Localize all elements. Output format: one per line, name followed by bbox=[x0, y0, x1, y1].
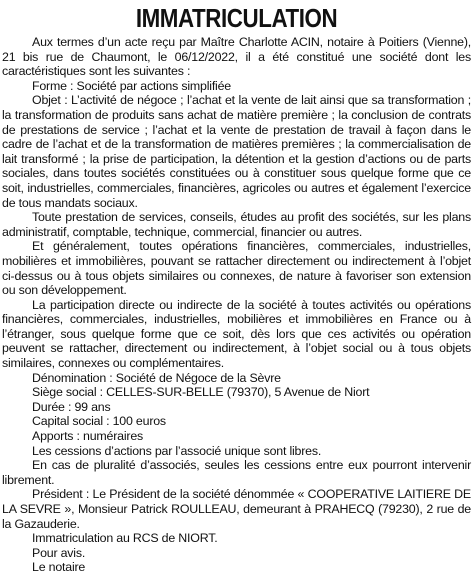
paragraph-duree: Durée : 99 ans bbox=[32, 399, 111, 414]
paragraph-operations: Et généralement, toutes opérations financières, commerciales, industrielles, mobilières et immobilières, pouvant se rattacher directement ou indirectement à l’objet ci-dessus ou à tous objets similaires ou connexes, de nature à favoriser son extension ou son développement. bbox=[2, 239, 471, 298]
paragraph-cessions: Les cessions d’actions par l’associé unique sont libres. bbox=[32, 443, 322, 458]
paragraph-denomination: Dénomination : Société de Négoce de la Sèvre bbox=[32, 370, 281, 385]
paragraph-capital: Capital social : 100 euros bbox=[32, 414, 166, 429]
paragraph-participation: La participation directe ou indirecte de la société à toutes activités ou opérations financières, commerciales, industrielles, mobilières et immobilières en France ou à l’étranger, sous quelque forme que ce soit, dès lors que ces activités ou opération peuvent se rattacher, directement ou indirectement, à l’objet social ou à tous objets similaires, connexes ou complémentaires. bbox=[2, 297, 471, 371]
paragraph-forme: Forme : Société par actions simplifiée bbox=[32, 78, 231, 93]
paragraph-apports: Apports : numéraires bbox=[32, 429, 144, 444]
paragraph-intro: Aux termes d’un acte reçu par Maître Charlotte ACIN, notaire à Poitiers (Vienne), 21 bis rue de Chaumont, le 06/12/2022, il a été constitué une société dont les caractéristiques sont les suivantes : bbox=[2, 35, 471, 79]
paragraph-signature: Le notaire bbox=[32, 560, 86, 575]
paragraph-pour-avis: Pour avis. bbox=[32, 545, 86, 560]
paragraph-pluralite: En cas de pluralité d’associés, seules les cessions entre eux pourront intervenir librement. bbox=[2, 458, 471, 487]
paragraph-siege: Siège social : CELLES-SUR-BELLE (79370), 5 Avenue de Niort bbox=[32, 385, 370, 400]
notice-body bbox=[2, 35, 471, 575]
paragraph-rcs: Immatriculation au RCS de NIORT. bbox=[32, 531, 218, 546]
paragraph-president: Président : Le Président de la société dénommée « COOPERATIVE LAITIERE DE LA SEVRE », Monsieur Patrick ROULLEAU, demeurant à PRAHECQ (79230), 2 rue de la Gazauderie. bbox=[2, 487, 471, 531]
notice-title: IMMATRICULATION bbox=[135, 3, 338, 33]
paragraph-prestation: Toute prestation de services, conseils, études au profit des sociétés, sur les plans administratif, comptable, technique, commercial, financier ou autres. bbox=[2, 210, 471, 239]
paragraph-objet: Objet : L’activité de négoce ; l’achat et la vente de lait ainsi que sa transformation ; la transformation de produits sans achat de matière première ; la conclusion de contrats de prestations de service ; l’achat et la vente de prestation de travail à façon dans le cadre de l’achat et de la transformation de matières premières ; la commercialisation de lait transformé ; la prise de participation, la détention et la gestion d’actions ou de parts sociales, dans toutes sociétés constituées ou à constituer sous quelque forme que ce soit, industrielles, commerciales, financières, agricoles ou autres et également l’exercice de tous mandats sociaux. bbox=[2, 93, 471, 210]
